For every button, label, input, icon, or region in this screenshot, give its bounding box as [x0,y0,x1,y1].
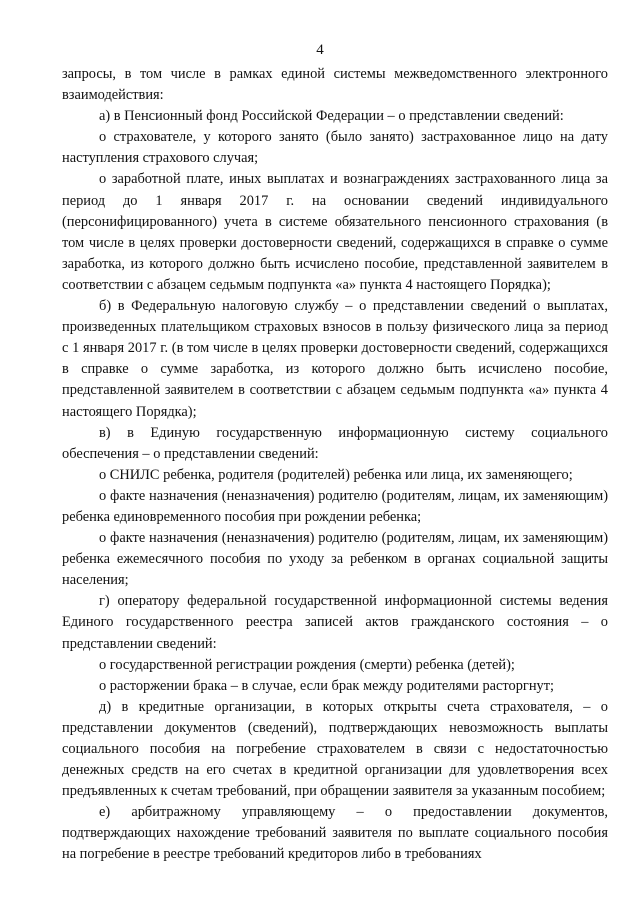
paragraph: о факте назначения (неназначения) родителю (родителям, лицам, их заменяющим) ребенка ежемесячного пособия по уходу за ребенком в органах социальной защиты населения; [62,530,608,589]
paragraph: запросы, в том числе в рамках единой системы межведомственного электронного взаимодействия: [62,66,608,104]
paragraph: е) арбитражному управляющему – о предоставлении документов, подтверждающих нахождение требований заявителя по выплате социального пособия на погребение в реестре требований кредиторов либо в требованиях [62,804,608,863]
paragraph: а) в Пенсионный фонд Российской Федерации – о представлении сведений: [99,108,564,125]
paragraph: д) в кредитные организации, в которых открыты счета страхователя, – о представлении документов (сведений), подтверждающих невозможность выплаты социального пособия на погребение страхователем в связи с недостаточностью денежных средств на его счетах в кредитной организации для удовлетворения всех предъявленных к счетам требований, при обращении заявителя за указанным пособием; [62,698,608,800]
paragraph: о страхователе, у которого занято (было занято) застрахованное лицо на дату наступления страхового случая; [62,129,608,167]
paragraph: б) в Федеральную налоговую службу – о представлении сведений о выплатах, произведенных плательщиком страховых взносов в пользу физического лица за период с 1 января 2017 г. (в том числе в целях проверки достоверности сведений, содержащихся в справке о сумме заработка, из которого должно быть исчислено пособие, представленной заявителем в соответствии с абзацем седьмым подпункта «а» пункта 4 настоящего Порядка); [62,298,608,420]
paragraph: о расторжении брака – в случае, если брак между родителями расторгнут; [99,677,554,694]
page-number: 4 [316,42,324,58]
paragraph: о факте назначения (неназначения) родителю (родителям, лицам, их заменяющим) ребенка единовременного пособия при рождении ребенка; [62,487,608,525]
paragraph: о государственной регистрации рождения (смерти) ребенка (детей); [99,656,515,673]
document-body [62,64,608,866]
paragraph: г) оператору федеральной государственной информационной системы ведения Единого государственного реестра записей актов гражданского состояния – о представлении сведений: [62,593,608,652]
paragraph: в) в Единую государственную информационную систему социального обеспечения – о представлении сведений: [62,424,608,462]
paragraph: о СНИЛС ребенка, родителя (родителей) ребенка или лица, их заменяющего; [99,466,573,483]
paragraph: о заработной плате, иных выплатах и вознаграждениях застрахованного лица за период до 1 января 2017 г. на основании сведений индивидуального (персонифицированного) учета в системе обязательного пенсионного страхования (в том числе в целях проверки достоверности сведений, содержащихся в справке о сумме заработка, из которого должно быть исчислено пособие, представленной заявителем в соответствии с абзацем седьмым подпункта «а» пункта 4 настоящего Порядка); [62,171,608,293]
